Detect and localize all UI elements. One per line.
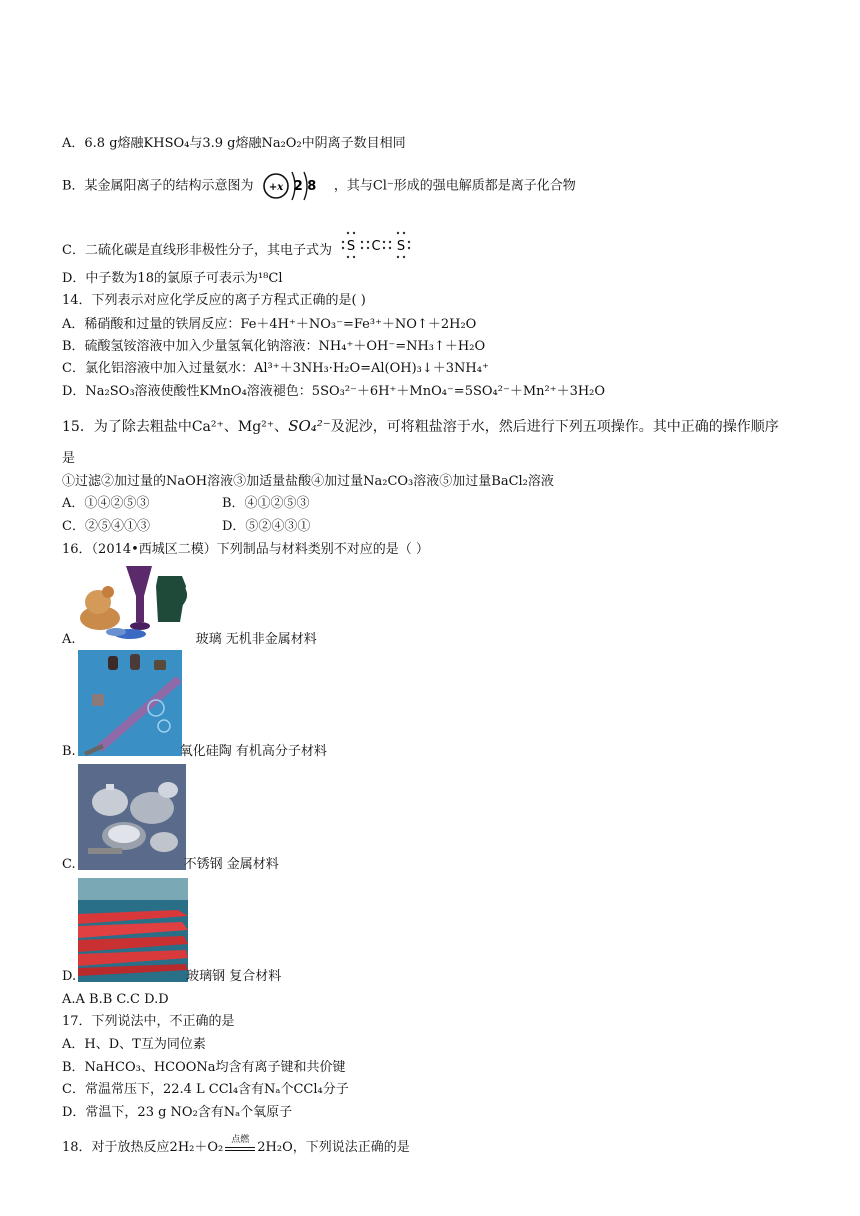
q13-option-b-suffix: ，其与Cl⁻形成的强电解质都是离子化合物 [333, 178, 576, 194]
q13-option-d: D．中子数为18的氯原子可表示为¹⁸Cl [62, 271, 283, 286]
q13-option-c-prefix: C．二硫化碳是直线形非极性分子，其电子式为 [62, 243, 332, 258]
sulfate-ion: SO₄²⁻ [288, 417, 331, 435]
stainless-steel-photo [78, 764, 186, 870]
q17-option-b: B．NaHCO₃、HCOONa均含有离子键和共价键 [62, 1060, 346, 1075]
q16-stem: 16．（2014•西城区二模）下列制品与材料类别不对应的是（ ） [62, 542, 429, 557]
q14-option-c: C．氯化铝溶液中加入过量氨水：Al³⁺＋3NH₃·H₂O=Al(OH)₃↓＋3NH₄⁺ [62, 361, 489, 376]
q13-option-a: A．6.8 g熔融KHSO₄与3.9 g熔融Na₂O₂中阴离子数目相同 [62, 136, 406, 151]
q13-option-c [62, 230, 412, 258]
q16-option-b-label: B. [62, 744, 76, 759]
q16-option-b [62, 743, 327, 761]
q17-option-a: A．H、D、T互为同位素 [62, 1037, 206, 1052]
cs2-s-left: S [346, 239, 356, 254]
ion-shell-electrons: 2 8 [293, 179, 317, 194]
cs2-s-right: S [396, 239, 406, 254]
q16-option-d-label: D. [62, 969, 77, 984]
q16-option-a-label: A. [62, 632, 76, 647]
q18-stem-prefix: 18．对于放热反应 [62, 1140, 170, 1155]
q18-eq-right: 2H₂O [257, 1140, 293, 1155]
q18-eq-left: 2H₂＋O₂ [169, 1140, 224, 1155]
q18-stem-suffix: ，下列说法正确的是 [292, 1140, 410, 1155]
q18-stem [62, 1136, 410, 1160]
q16-option-b-text: 氧化硅陶 有机高分子材料 [179, 744, 327, 759]
ion-nucleus-label: +x [268, 182, 283, 193]
q16-option-d [62, 968, 281, 986]
q17-option-c: C．常温常压下，22.4 L CCl₄含有Nₐ个CCl₄分子 [62, 1082, 349, 1097]
fiberglass-kayak-photo [78, 878, 188, 982]
q16-option-d-text: 玻璃钢 复合材料 [186, 969, 282, 984]
cs2-c: C [371, 239, 381, 254]
q14-option-a: A．稀硝酸和过量的铁屑反应：Fe＋4H⁺＋NO₃⁻=Fe³⁺＋NO↑＋2H₂O [62, 317, 477, 332]
q16-option-a [62, 631, 317, 649]
q16-option-c [62, 856, 279, 874]
q15-stem-suffix: 及泥沙，可将粗盐溶于水，然后进行下列五项操作。其中正确的操作顺序 [330, 419, 779, 435]
q16-option-a-text: 玻璃 无机非金属材料 [191, 632, 317, 647]
q16-option-c-label: C. [62, 857, 76, 872]
q14-stem: 14．下列表示对应化学反应的离子方程式正确的是( ) [62, 293, 366, 308]
q13-option-b [62, 168, 576, 204]
q15-operations: ①过滤②加过量的NaOH溶液③加适量盐酸④加过量Na₂CO₃溶液⑤加过量BaCl₂溶液 [62, 474, 554, 489]
q16-answer-choices: A.A B.B C.C D.D [62, 992, 169, 1007]
q15-stem [62, 414, 779, 438]
reaction-condition-arrow [225, 1135, 255, 1151]
cs2-electron-formula [340, 230, 412, 271]
q15-option-b: B．④①②⑤③ [222, 496, 310, 511]
reaction-condition: 点燃 [231, 1135, 250, 1145]
q16-option-c-text: 不锈钢 金属材料 [183, 857, 279, 872]
ion-structure-diagram [262, 168, 326, 204]
q15-option-c: C．②⑤④①③ [62, 519, 150, 534]
q17-stem: 17．下列说法中，不正确的是 [62, 1014, 235, 1029]
q14-option-b: B．硫酸氢铵溶液中加入少量氢氧化钠溶液：NH₄⁺＋OH⁻=NH₃↑＋H₂O [62, 339, 486, 354]
q15-option-a: A．①④②⑤③ [62, 496, 150, 511]
q14-option-d: D．Na₂SO₃溶液使酸性KMnO₄溶液褪色：5SO₃²⁻＋6H⁺＋MnO₄⁻=5SO₄²⁻＋Mn²⁺＋3H₂O [62, 384, 606, 399]
glassware-photo [78, 562, 190, 640]
q15-stem-cont: 是 [62, 451, 76, 466]
q15-option-d: D．⑤②④③① [222, 519, 311, 534]
q15-stem-prefix: 15．为了除去粗盐中Ca²⁺、Mg²⁺、 [62, 419, 289, 435]
q13-option-b-prefix: B．某金属阳离子的结构示意图为 [62, 178, 254, 194]
q17-option-d: D．常温下，23 g NO₂含有Nₐ个氧原子 [62, 1105, 293, 1120]
ceramic-photo [78, 650, 182, 756]
